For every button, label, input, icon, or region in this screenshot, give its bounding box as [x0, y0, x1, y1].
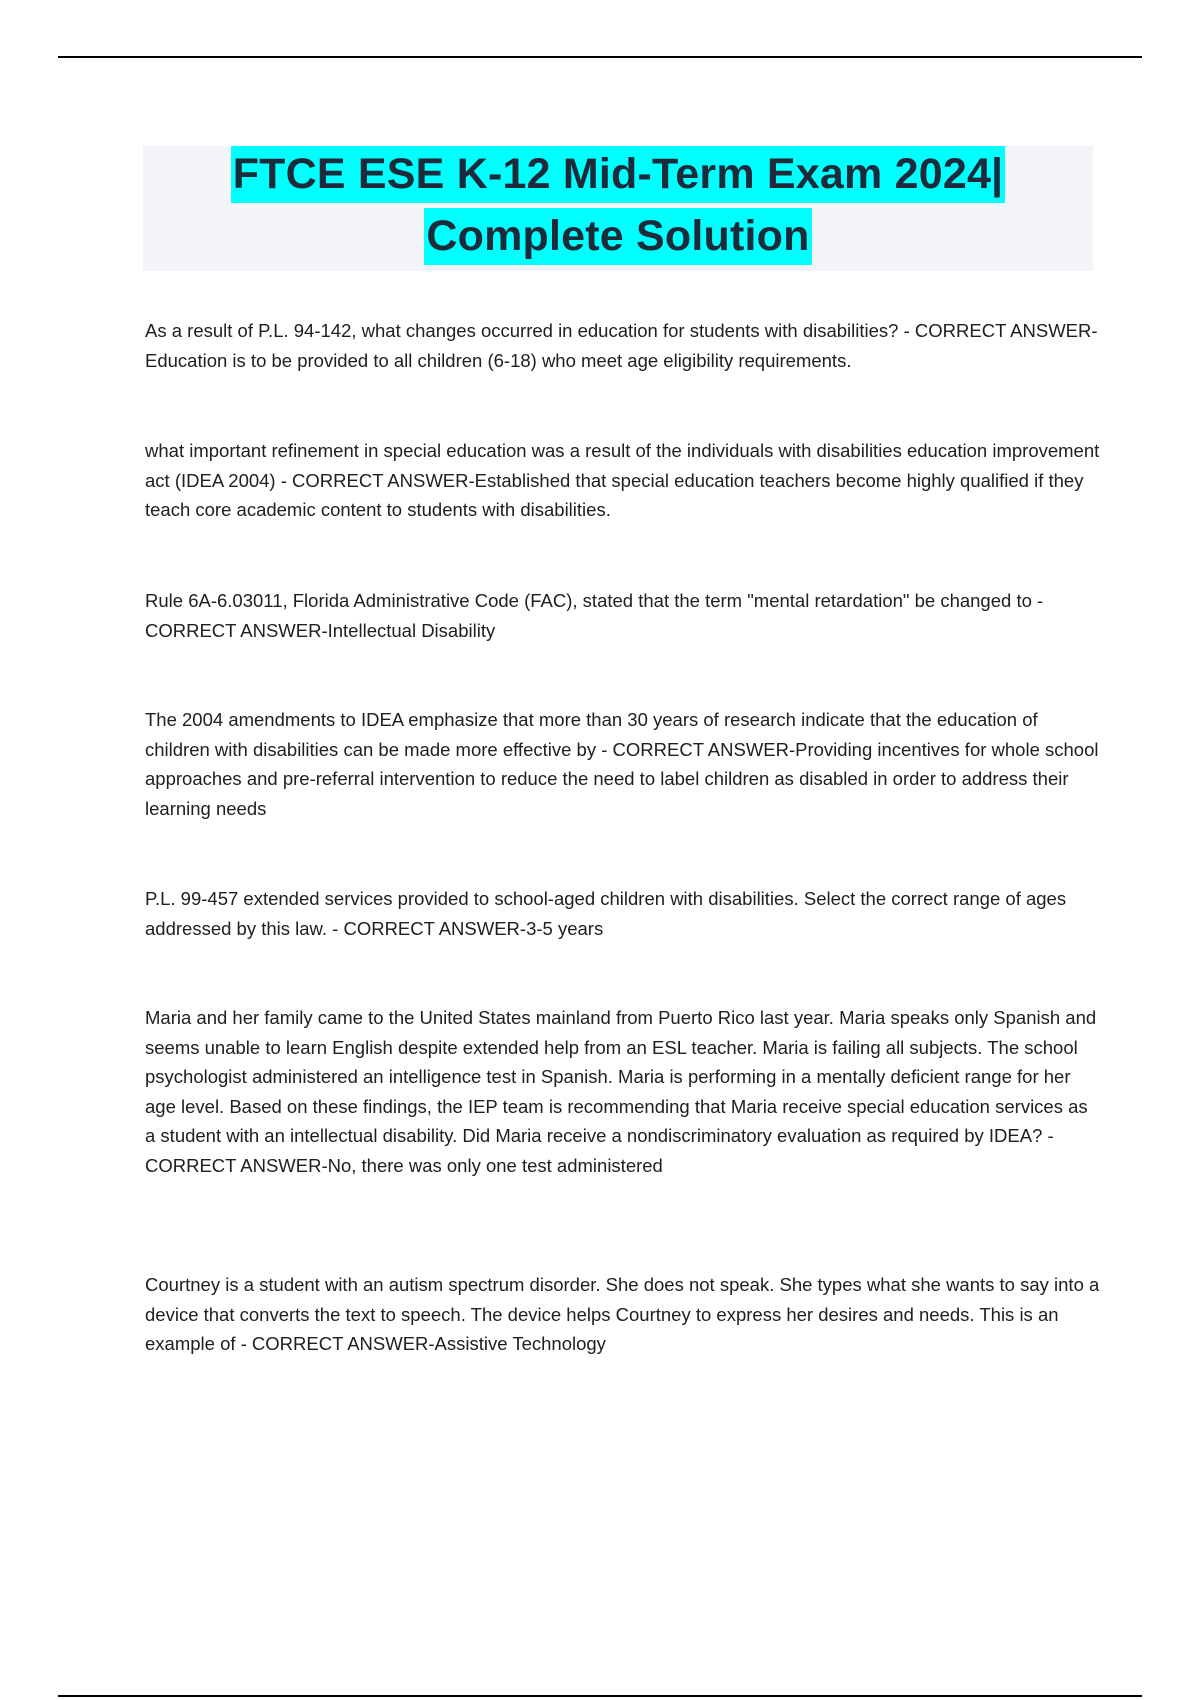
- qa-item-4: The 2004 amendments to IDEA emphasize that more than 30 years of research indicate that the education of children with disabilities can be made more effective by - CORRECT ANSWER-Providing incentives for whole school approaches and pre-referral intervention to reduce the need to label children as disabled in order to address their learning needs: [145, 709, 1099, 819]
- qa-item-6: Maria and her family came to the United States mainland from Puerto Rico last year. Maria speaks only Spanish and seems unable to learn English despite extended help from an ESL teacher. Maria is failing all subjects. The school psychologist administered an intelligence test in Spanish. Maria is performing in a mentally deficient range for her age level. Based on these findings, the IEP team is recommending that Maria receive special education services as a student with an intellectual disability. Did Maria receive a nondiscriminatory evaluation as required by IDEA? - CORRECT ANSWER-No, there was only one test administered: [145, 1007, 1097, 1176]
- qa-item-3: Rule 6A-6.03011, Florida Administrative Code (FAC), stated that the term "mental retardation" be changed to - CORRECT ANSWER-Intellectual Disability: [145, 590, 1044, 641]
- qa-item-2: what important refinement in special education was a result of the individuals with disabilities education improvement act (IDEA 2004) - CORRECT ANSWER-Established that special education teachers become highly qualified if they teach core academic content to students with disabilities.: [145, 440, 1100, 520]
- qa-item-7: Courtney is a student with an autism spectrum disorder. She does not speak. She types what she wants to say into a device that converts the text to speech. The device helps Courtney to express her desires and needs. This is an example of - CORRECT ANSWER-Assistive Technology: [145, 1274, 1100, 1354]
- qa-item-5: P.L. 99-457 extended services provided to school-aged children with disabilities. Select the correct range of ages addressed by this law. - CORRECT ANSWER-3-5 years: [145, 888, 1067, 939]
- qa-item-1: As a result of P.L. 94-142, what changes occurred in education for students with disabilities? - CORRECT ANSWER-Education is to be provided to all children (6-18) who meet age eligibility requirements.: [145, 320, 1098, 371]
- title-line-1: FTCE ESE K-12 Mid-Term Exam 2024|: [231, 146, 1006, 203]
- top-rule: [58, 56, 1142, 58]
- title-block: [143, 146, 1093, 271]
- bottom-rule: [58, 1695, 1142, 1697]
- title-line-2: Complete Solution: [424, 208, 811, 265]
